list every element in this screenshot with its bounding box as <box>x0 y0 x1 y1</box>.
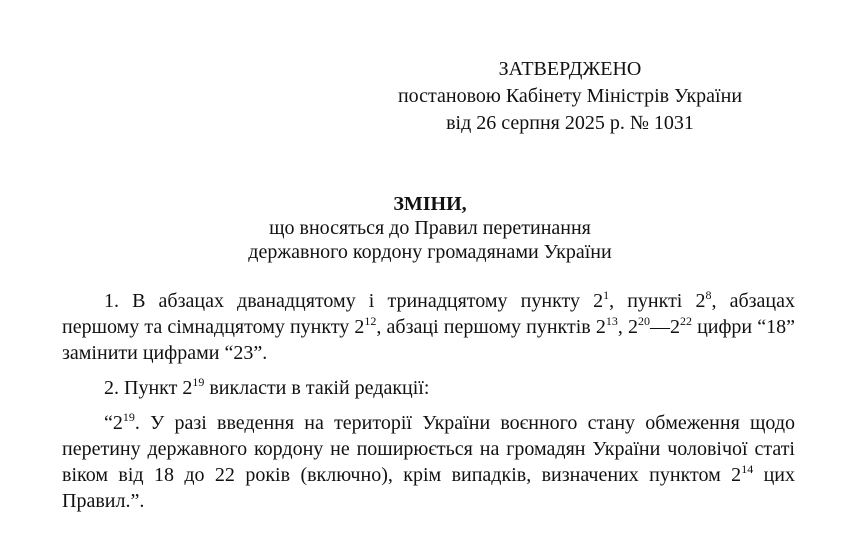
point-text-a: “2 <box>104 412 123 434</box>
approval-resolution-line: постановою Кабінету Міністрів України <box>397 85 743 107</box>
title-heading: ЗМІНИ, <box>393 193 467 215</box>
approval-heading: ЗАТВЕРДЖЕНО <box>498 58 642 80</box>
item-2-sup-a: 19 <box>192 375 205 389</box>
item-1-text-c: , абзацах першому та сімнадцятому пункту 2 <box>62 290 795 338</box>
amended-point-text <box>62 410 795 514</box>
item-1-sup-f: 22 <box>679 314 692 328</box>
point-sup-b: 14 <box>741 462 754 476</box>
item-1-text-a: 1. В абзацах дванадцятому і тринадцятому пункту 2 <box>104 290 604 312</box>
point-sup-a: 19 <box>122 410 135 424</box>
item-1-text-g: цифри “18” замінити цифрами “23”. <box>62 316 796 364</box>
amendment-item-1 <box>62 288 795 366</box>
item-2-text-a: 2. Пункт 2 <box>104 377 193 399</box>
item-2-text-b: викласти в такій редакції: <box>204 377 430 399</box>
amendment-item-2 <box>62 375 795 401</box>
approval-date-line: від 26 серпня 2025 р. № 1031 <box>446 112 694 134</box>
approval-stamp <box>360 56 780 137</box>
item-1-sup-a: 1 <box>603 288 610 302</box>
item-1-sup-b: 8 <box>705 288 712 302</box>
item-1-text-e: , 2 <box>617 316 638 338</box>
title-line-2: державного кордону громадянами України <box>248 241 612 263</box>
item-1-sup-c: 12 <box>364 314 377 328</box>
item-1-sup-e: 20 <box>637 314 650 328</box>
document-title <box>130 192 730 264</box>
item-1-text-b: , пункті 2 <box>609 290 706 312</box>
title-line-1: що вносяться до Правил перетинання <box>269 217 591 239</box>
point-text-b: . У разі введення на території України воєнного стану обмеження щодо перетину державного кордону не поширюється на громадян України чоловічої статі віком від 18 до 22 років (включно), крім випадків, визначених пунктом 2 <box>62 412 795 486</box>
item-1-text-d: , абзаці першому пунктів 2 <box>376 316 606 338</box>
point-text-c: цих Правил.”. <box>62 464 795 512</box>
item-1-text-f: —2 <box>649 316 680 338</box>
item-1-sup-d: 13 <box>605 314 618 328</box>
document-body <box>62 288 795 523</box>
